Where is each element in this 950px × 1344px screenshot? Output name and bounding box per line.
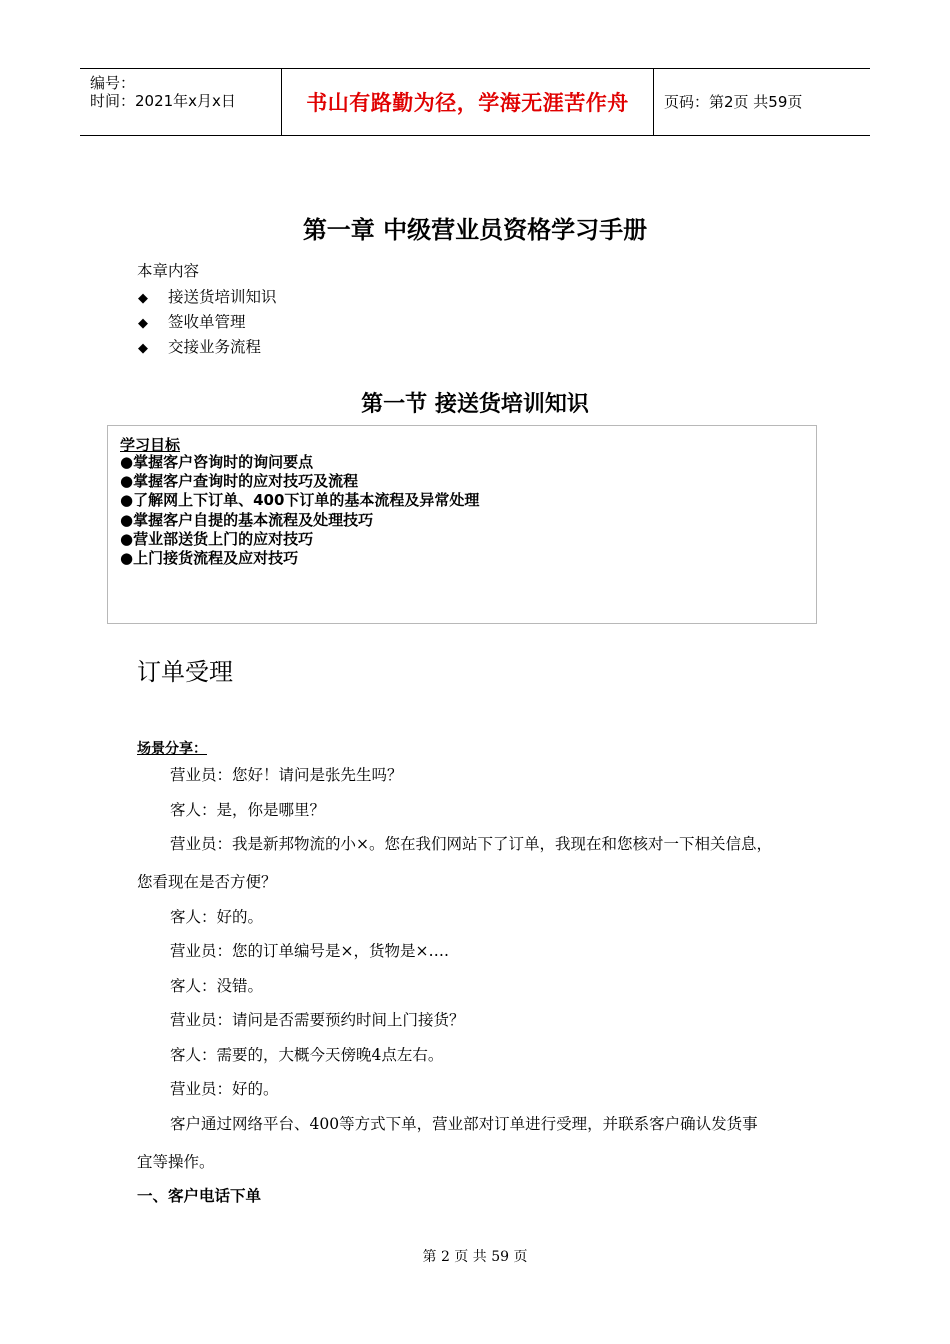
- learning-goal-item: ●了解网上下订单、400下订单的基本流程及异常处理: [120, 491, 480, 509]
- chapter-content-item: [138, 285, 277, 307]
- dialogue-line: 客人：好的。: [170, 908, 264, 926]
- dialogue-line: 客人：是，你是哪里？: [170, 801, 326, 819]
- dialogue-line: 营业员：请问是否需要预约时间上门接货？: [170, 1011, 465, 1029]
- motto-text: 书山有路勤为径，学海无涯苦作舟: [306, 91, 629, 115]
- content-item-text: 签收单管理: [168, 313, 246, 331]
- scene-label: 场景分享：: [137, 741, 207, 757]
- learning-goal-item: ●掌握客户查询时的应对技巧及流程: [120, 472, 359, 490]
- learning-goals-heading: 学习目标: [120, 436, 181, 454]
- diamond-bullet-icon: ◆: [138, 341, 148, 356]
- learning-goal-item: ●上门接货流程及应对技巧: [120, 549, 299, 567]
- dialogue-line: 营业员：您好！请问是张先生吗？: [170, 766, 403, 784]
- doc-time-label: 时间：2021年x月x日: [90, 92, 236, 110]
- dialogue-line: 您看现在是否方便？: [137, 873, 277, 891]
- subheading-phone-order: 一、客户电话下单: [137, 1187, 262, 1205]
- learning-goal-item: ●掌握客户咨询时的询问要点: [120, 453, 314, 471]
- header-page-cell: [654, 69, 870, 135]
- chapter-contents-label: 本章内容: [137, 262, 200, 280]
- learning-goal-item: ●掌握客户自提的基本流程及处理技巧: [120, 511, 374, 529]
- dialogue-line: 客人：没错。: [170, 977, 264, 995]
- paragraph-line: 客户通过网络平台、400等方式下单，营业部对订单进行受理，并联系客户确认发货事: [170, 1115, 758, 1133]
- header-meta: [80, 69, 281, 135]
- chapter-content-item: [138, 335, 261, 357]
- diamond-bullet-icon: ◆: [138, 291, 148, 306]
- dialogue-line: 营业员：好的。: [170, 1080, 279, 1098]
- section-title: 第一节 接送货培训知识: [361, 392, 589, 417]
- header-motto-cell: [281, 69, 654, 135]
- diamond-bullet-icon: ◆: [138, 316, 148, 331]
- content-item-text: 接送货培训知识: [168, 288, 277, 306]
- learning-goal-item: ●营业部送货上门的应对技巧: [120, 530, 314, 548]
- header-page-label: 页码：第2页 共59页: [664, 93, 803, 111]
- chapter-content-item: [138, 310, 246, 332]
- dialogue-line: 营业员：我是新邦物流的小×。您在我们网站下了订单，我现在和您核对一下相关信息，: [170, 835, 772, 853]
- content-item-text: 交接业务流程: [168, 338, 262, 356]
- chapter-title: 第一章 中级营业员资格学习手册: [302, 216, 648, 244]
- doc-number-label: 编号：: [90, 74, 136, 92]
- order-heading: 订单受理: [137, 658, 233, 686]
- paragraph-line: 宜等操作。: [137, 1153, 215, 1171]
- dialogue-line: 客人：需要的，大概今天傍晚4点左右。: [170, 1046, 444, 1064]
- dialogue-line: 营业员：您的订单编号是×，货物是×….: [170, 942, 449, 960]
- page-footer: 第 2 页 共 59 页: [422, 1249, 528, 1265]
- page-header: [80, 68, 870, 136]
- learning-goals-box: [107, 425, 817, 624]
